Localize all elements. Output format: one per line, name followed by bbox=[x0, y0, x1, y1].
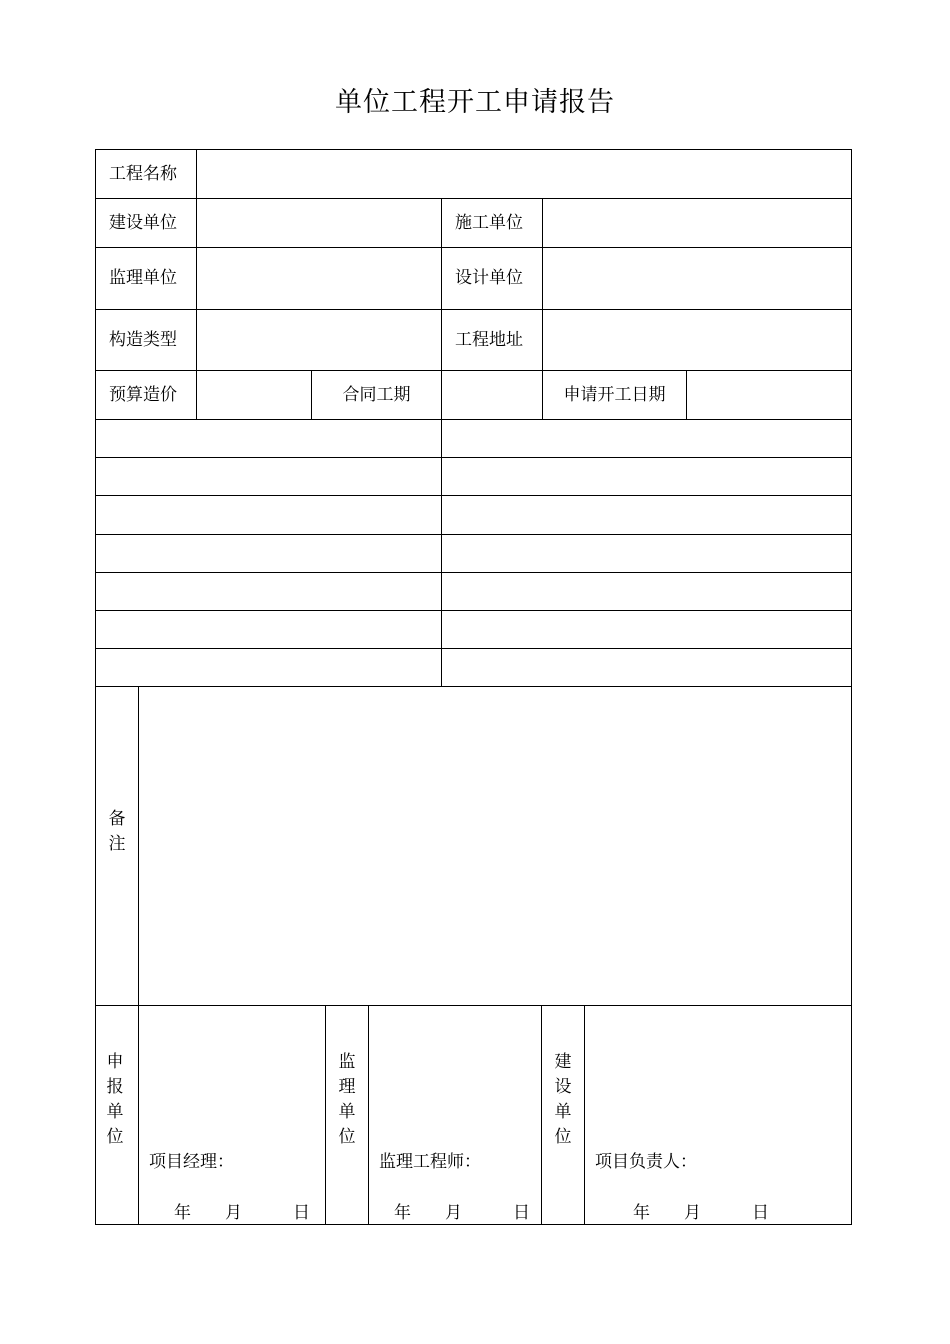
field-design-unit[interactable] bbox=[543, 248, 852, 310]
blank-cell-left[interactable] bbox=[96, 458, 442, 496]
blank-cell-right[interactable] bbox=[442, 496, 852, 535]
blank-cell-left[interactable] bbox=[96, 611, 442, 649]
signature-table bbox=[95, 1005, 852, 1225]
field-construction-unit[interactable] bbox=[197, 199, 442, 248]
remarks-table bbox=[95, 686, 852, 1006]
applicant-sign-area[interactable] bbox=[139, 1006, 326, 1225]
field-start-date-request[interactable] bbox=[687, 371, 852, 420]
field-project-address[interactable] bbox=[543, 310, 852, 371]
label-project-address: 工程地址 bbox=[442, 310, 543, 371]
owner-sign-area[interactable] bbox=[585, 1006, 852, 1225]
blank-cell-right[interactable] bbox=[442, 420, 852, 458]
field-project-name[interactable] bbox=[197, 150, 852, 199]
label-project-name: 工程名称 bbox=[96, 150, 197, 199]
supervision-unit-label: 监理单位 bbox=[338, 1052, 356, 1147]
applicant-unit-label: 申报单位 bbox=[106, 1052, 124, 1147]
supervising-engineer-label: 监理工程师： bbox=[379, 1152, 481, 1172]
remarks-label: 备注 bbox=[108, 809, 126, 854]
blank-cell-left[interactable] bbox=[96, 420, 442, 458]
page-title: 单位工程开工申请报告 bbox=[335, 87, 615, 118]
owner-unit-label: 建设单位 bbox=[554, 1052, 572, 1147]
label-contract-period: 合同工期 bbox=[312, 371, 442, 420]
remarks-field[interactable] bbox=[139, 687, 852, 1006]
blank-cell-right[interactable] bbox=[442, 573, 852, 611]
label-structure-type: 构造类型 bbox=[96, 310, 197, 371]
field-supervision-unit[interactable] bbox=[197, 248, 442, 310]
owner-date: 年 月 日 bbox=[633, 1203, 769, 1223]
field-contract-period[interactable] bbox=[442, 371, 543, 420]
blank-cell-right[interactable] bbox=[442, 535, 852, 573]
info-table bbox=[95, 149, 852, 687]
blank-cell-left[interactable] bbox=[96, 573, 442, 611]
blank-cell-right[interactable] bbox=[442, 458, 852, 496]
label-builder-unit: 施工单位 bbox=[442, 199, 543, 248]
supervisor-sign-area[interactable] bbox=[369, 1006, 542, 1225]
label-design-unit: 设计单位 bbox=[442, 248, 543, 310]
label-start-date-request: 申请开工日期 bbox=[543, 371, 687, 420]
project-manager-label: 项目经理： bbox=[149, 1152, 234, 1172]
field-structure-type[interactable] bbox=[197, 310, 442, 371]
blank-cell-left[interactable] bbox=[96, 535, 442, 573]
field-builder-unit[interactable] bbox=[543, 199, 852, 248]
applicant-date: 年 月 日 bbox=[174, 1203, 310, 1223]
label-supervision-unit: 监理单位 bbox=[96, 248, 197, 310]
blank-cell-left[interactable] bbox=[96, 496, 442, 535]
blank-cell-left[interactable] bbox=[96, 649, 442, 687]
blank-cell-right[interactable] bbox=[442, 649, 852, 687]
supervisor-date: 年 月 日 bbox=[394, 1203, 530, 1223]
field-budget-cost[interactable] bbox=[197, 371, 312, 420]
label-construction-unit: 建设单位 bbox=[96, 199, 197, 248]
blank-cell-right[interactable] bbox=[442, 611, 852, 649]
project-leader-label: 项目负责人： bbox=[595, 1152, 697, 1172]
label-budget-cost: 预算造价 bbox=[96, 371, 197, 420]
